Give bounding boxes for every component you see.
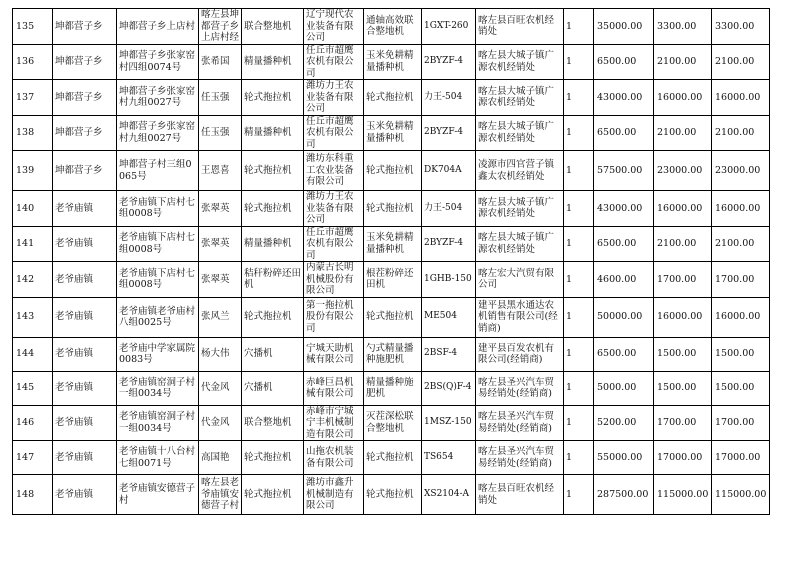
- township-cell: 老爷庙镇: [53, 405, 117, 441]
- buyer-cell: 喀左县坤都营子乡上店村经: [199, 9, 242, 45]
- manufacturer-cell: 潍坊东科重工农业装备有限公司: [304, 151, 364, 191]
- subsidy-cell: 2100.00: [654, 115, 712, 151]
- township-cell: 老爷庙镇: [53, 371, 117, 405]
- total-subsidy-cell: 23000.00: [712, 151, 770, 191]
- address-cell: 老爷庙镇十八台村七组0071号: [117, 441, 199, 475]
- product-name-cell: 轮式拖拉机: [364, 80, 422, 116]
- table-row: [13, 226, 770, 262]
- machine-type-cell: 轮式拖拉机: [242, 191, 304, 227]
- machine-type-cell: 穴播机: [242, 337, 304, 371]
- machine-type-cell: 轮式拖拉机: [242, 441, 304, 475]
- table-row: [13, 371, 770, 405]
- row-number: 146: [13, 405, 53, 441]
- dealer-cell: 凌源市四官营子镇鑫太农机经销处: [476, 151, 564, 191]
- buyer-cell: 张风兰: [199, 297, 242, 337]
- product-name-cell: 精量播种施肥机: [364, 371, 422, 405]
- table-row: [13, 9, 770, 45]
- row-number: 140: [13, 191, 53, 227]
- address-cell: 老爷庙中学家属院0083号: [117, 337, 199, 371]
- buyer-cell: 代金风: [199, 405, 242, 441]
- township-cell: 坤都营子乡: [53, 115, 117, 151]
- township-cell: 坤都营子乡: [53, 80, 117, 116]
- table-row: [13, 337, 770, 371]
- subsidy-cell: 2100.00: [654, 226, 712, 262]
- township-cell: 老爷庙镇: [53, 297, 117, 337]
- total-subsidy-cell: 16000.00: [712, 297, 770, 337]
- buyer-cell: 张翠英: [199, 262, 242, 298]
- product-name-cell: 玉米免耕精量播种机: [364, 226, 422, 262]
- sale-price-cell: 5000.00: [594, 371, 654, 405]
- township-cell: 坤都营子乡: [53, 9, 117, 45]
- buyer-cell: 杨大伟: [199, 337, 242, 371]
- model-cell: XS2104-A: [422, 475, 476, 515]
- buyer-cell: 任玉强: [199, 80, 242, 116]
- model-cell: 2BYZF-4: [422, 115, 476, 151]
- manufacturer-cell: 山拖农机装备有限公司: [304, 441, 364, 475]
- table-row: [13, 115, 770, 151]
- address-cell: 老爷庙镇窑洞子村一组0034号: [117, 371, 199, 405]
- product-name-cell: 轮式拖拉机: [364, 297, 422, 337]
- model-cell: 2BYZF-4: [422, 44, 476, 80]
- manufacturer-cell: 第一拖拉机股份有限公司: [304, 297, 364, 337]
- subsidy-cell: 17000.00: [654, 441, 712, 475]
- address-cell: 老爷庙镇下店村七组0008号: [117, 262, 199, 298]
- model-cell: 力王-504: [422, 80, 476, 116]
- buyer-cell: 代金风: [199, 371, 242, 405]
- township-cell: 老爷庙镇: [53, 191, 117, 227]
- dealer-cell: 喀左县百旺农机经销处: [476, 9, 564, 45]
- machine-type-cell: 精量播种机: [242, 115, 304, 151]
- sale-price-cell: 6500.00: [594, 226, 654, 262]
- subsidy-cell: 23000.00: [654, 151, 712, 191]
- row-number: 148: [13, 475, 53, 515]
- total-subsidy-cell: 1500.00: [712, 371, 770, 405]
- quantity-cell: 1: [564, 441, 594, 475]
- quantity-cell: 1: [564, 405, 594, 441]
- machine-type-cell: 轮式拖拉机: [242, 151, 304, 191]
- sale-price-cell: 57500.00: [594, 151, 654, 191]
- sale-price-cell: 43000.00: [594, 191, 654, 227]
- product-name-cell: 玉米免耕精量播种机: [364, 115, 422, 151]
- quantity-cell: 1: [564, 191, 594, 227]
- quantity-cell: 1: [564, 115, 594, 151]
- address-cell: 坤都营子乡张家窑村九组0027号: [117, 115, 199, 151]
- township-cell: 老爷庙镇: [53, 337, 117, 371]
- table-row: [13, 475, 770, 515]
- product-name-cell: 轮式拖拉机: [364, 441, 422, 475]
- machine-type-cell: 轮式拖拉机: [242, 297, 304, 337]
- buyer-cell: 高国艳: [199, 441, 242, 475]
- address-cell: 老爷庙镇下店村七组0008号: [117, 226, 199, 262]
- dealer-cell: 喀左县大城子镇广源农机经销处: [476, 191, 564, 227]
- machine-type-cell: 精量播种机: [242, 226, 304, 262]
- sale-price-cell: 287500.00: [594, 475, 654, 515]
- sale-price-cell: 50000.00: [594, 297, 654, 337]
- total-subsidy-cell: 16000.00: [712, 191, 770, 227]
- machine-type-cell: 联合整地机: [242, 405, 304, 441]
- dealer-cell: 喀左县大城子镇广源农机经销处: [476, 115, 564, 151]
- model-cell: 1MSZ-150: [422, 405, 476, 441]
- subsidy-cell: 1500.00: [654, 337, 712, 371]
- dealer-cell: 喀左县大城子镇广源农机经销处: [476, 80, 564, 116]
- township-cell: 老爷庙镇: [53, 226, 117, 262]
- subsidy-cell: 115000.00: [654, 475, 712, 515]
- total-subsidy-cell: 2100.00: [712, 115, 770, 151]
- sale-price-cell: 6500.00: [594, 115, 654, 151]
- sale-price-cell: 6500.00: [594, 337, 654, 371]
- total-subsidy-cell: 2100.00: [712, 226, 770, 262]
- manufacturer-cell: 赤峰市宁城宁丰机械制造有限公司: [304, 405, 364, 441]
- subsidy-table: [12, 8, 770, 515]
- dealer-cell: 喀左县大城子镇广源农机经销处: [476, 226, 564, 262]
- sale-price-cell: 4600.00: [594, 262, 654, 298]
- address-cell: 坤都营子乡上店村: [117, 9, 199, 45]
- machine-type-cell: 精量播种机: [242, 44, 304, 80]
- product-name-cell: 勺式精量播种施肥机: [364, 337, 422, 371]
- address-cell: 老爷庙镇老爷庙村八组0025号: [117, 297, 199, 337]
- sale-price-cell: 6500.00: [594, 44, 654, 80]
- table-row: [13, 441, 770, 475]
- row-number: 139: [13, 151, 53, 191]
- dealer-cell: 喀左县圣兴汽车贸易经销处(经销商): [476, 405, 564, 441]
- address-cell: 老爷庙镇下店村七组0008号: [117, 191, 199, 227]
- quantity-cell: 1: [564, 226, 594, 262]
- machine-type-cell: 轮式拖拉机: [242, 475, 304, 515]
- manufacturer-cell: 潍坊力王农业装备有限公司: [304, 80, 364, 116]
- machine-type-cell: 轮式拖拉机: [242, 80, 304, 116]
- table-row: [13, 151, 770, 191]
- address-cell: 坤都营子乡张家窑村九组0027号: [117, 80, 199, 116]
- dealer-cell: 喀左宏大汽贸有限公司: [476, 262, 564, 298]
- address-cell: 坤都营子乡张家窑村四组0074号: [117, 44, 199, 80]
- table-row: [13, 191, 770, 227]
- total-subsidy-cell: 17000.00: [712, 441, 770, 475]
- sale-price-cell: 35000.00: [594, 9, 654, 45]
- total-subsidy-cell: 1700.00: [712, 262, 770, 298]
- product-name-cell: 玉米免耕精量播种机: [364, 44, 422, 80]
- row-number: 143: [13, 297, 53, 337]
- model-cell: TS654: [422, 441, 476, 475]
- sale-price-cell: 55000.00: [594, 441, 654, 475]
- subsidy-cell: 16000.00: [654, 191, 712, 227]
- buyer-cell: 张翠英: [199, 226, 242, 262]
- manufacturer-cell: 任丘市超鹰农机有限公司: [304, 226, 364, 262]
- address-cell: 老爷庙镇窑洞子村一组0034号: [117, 405, 199, 441]
- manufacturer-cell: 赤峰巨昌机械有限公司: [304, 371, 364, 405]
- subsidy-cell: 1700.00: [654, 405, 712, 441]
- township-cell: 老爷庙镇: [53, 262, 117, 298]
- manufacturer-cell: 任丘市超鹰农机有限公司: [304, 115, 364, 151]
- model-cell: 2BSF-4: [422, 337, 476, 371]
- model-cell: 1GXT-260: [422, 9, 476, 45]
- table-row: [13, 262, 770, 298]
- quantity-cell: 1: [564, 262, 594, 298]
- row-number: 144: [13, 337, 53, 371]
- dealer-cell: 建平县百发农机有限公司(经销商): [476, 337, 564, 371]
- subsidy-cell: 1500.00: [654, 371, 712, 405]
- buyer-cell: 任玉强: [199, 115, 242, 151]
- subsidy-cell: 1700.00: [654, 262, 712, 298]
- manufacturer-cell: 宁城天助机械有限公司: [304, 337, 364, 371]
- manufacturer-cell: 辽宁现代农业装备有限公司: [304, 9, 364, 45]
- row-number: 135: [13, 9, 53, 45]
- township-cell: 坤都营子乡: [53, 151, 117, 191]
- quantity-cell: 1: [564, 9, 594, 45]
- table-row: [13, 297, 770, 337]
- quantity-cell: 1: [564, 297, 594, 337]
- manufacturer-cell: 内蒙古长明机械股份有限公司: [304, 262, 364, 298]
- model-cell: 2BYZF-4: [422, 226, 476, 262]
- quantity-cell: 1: [564, 337, 594, 371]
- quantity-cell: 1: [564, 44, 594, 80]
- total-subsidy-cell: 16000.00: [712, 80, 770, 116]
- manufacturer-cell: 任丘市超鹰农机有限公司: [304, 44, 364, 80]
- product-name-cell: 根茬粉碎还田机: [364, 262, 422, 298]
- model-cell: DK704A: [422, 151, 476, 191]
- total-subsidy-cell: 115000.00: [712, 475, 770, 515]
- quantity-cell: 1: [564, 151, 594, 191]
- buyer-cell: 王恩喜: [199, 151, 242, 191]
- township-cell: 坤都营子乡: [53, 44, 117, 80]
- table-row: [13, 80, 770, 116]
- dealer-cell: 喀左县百旺农机经销处: [476, 475, 564, 515]
- machine-type-cell: 穴播机: [242, 371, 304, 405]
- model-cell: ME504: [422, 297, 476, 337]
- table-row: [13, 405, 770, 441]
- total-subsidy-cell: 1700.00: [712, 405, 770, 441]
- model-cell: 2BS(Q)F-4: [422, 371, 476, 405]
- township-cell: 老爷庙镇: [53, 441, 117, 475]
- machine-type-cell: 联合整地机: [242, 9, 304, 45]
- row-number: 147: [13, 441, 53, 475]
- quantity-cell: 1: [564, 80, 594, 116]
- product-name-cell: 灭茬深松联合整地机: [364, 405, 422, 441]
- subsidy-table-sheet: [12, 8, 770, 515]
- manufacturer-cell: 潍坊市鑫升机械制造有限公司: [304, 475, 364, 515]
- sale-price-cell: 5200.00: [594, 405, 654, 441]
- total-subsidy-cell: 2100.00: [712, 44, 770, 80]
- address-cell: 老爷庙镇安德营子村: [117, 475, 199, 515]
- quantity-cell: 1: [564, 475, 594, 515]
- machine-type-cell: 秸秆粉碎还田机: [242, 262, 304, 298]
- row-number: 141: [13, 226, 53, 262]
- buyer-cell: 喀左县老爷庙镇安德营子村: [199, 475, 242, 515]
- dealer-cell: 喀左县圣兴汽车贸易经销处(经销商): [476, 441, 564, 475]
- township-cell: 老爷庙镇: [53, 475, 117, 515]
- subsidy-cell: 16000.00: [654, 80, 712, 116]
- subsidy-cell: 16000.00: [654, 297, 712, 337]
- row-number: 142: [13, 262, 53, 298]
- product-name-cell: 轮式拖拉机: [364, 475, 422, 515]
- sale-price-cell: 43000.00: [594, 80, 654, 116]
- product-name-cell: 通轴高效联合整地机: [364, 9, 422, 45]
- row-number: 138: [13, 115, 53, 151]
- total-subsidy-cell: 3300.00: [712, 9, 770, 45]
- product-name-cell: 轮式拖拉机: [364, 151, 422, 191]
- buyer-cell: 张翠英: [199, 191, 242, 227]
- manufacturer-cell: 潍坊力王农业装备有限公司: [304, 191, 364, 227]
- address-cell: 坤都营子村三组0065号: [117, 151, 199, 191]
- quantity-cell: 1: [564, 371, 594, 405]
- model-cell: 1GHB-150: [422, 262, 476, 298]
- subsidy-cell: 2100.00: [654, 44, 712, 80]
- row-number: 145: [13, 371, 53, 405]
- dealer-cell: 喀左县大城子镇广源农机经销处: [476, 44, 564, 80]
- product-name-cell: 轮式拖拉机: [364, 191, 422, 227]
- dealer-cell: 建平县黑水通达农机销售有限公司(经销商): [476, 297, 564, 337]
- row-number: 136: [13, 44, 53, 80]
- dealer-cell: 喀左县圣兴汽车贸易经销处(经销商): [476, 371, 564, 405]
- total-subsidy-cell: 1500.00: [712, 337, 770, 371]
- table-body: [13, 9, 770, 515]
- table-row: [13, 44, 770, 80]
- row-number: 137: [13, 80, 53, 116]
- buyer-cell: 张希国: [199, 44, 242, 80]
- model-cell: 力王-504: [422, 191, 476, 227]
- subsidy-cell: 3300.00: [654, 9, 712, 45]
